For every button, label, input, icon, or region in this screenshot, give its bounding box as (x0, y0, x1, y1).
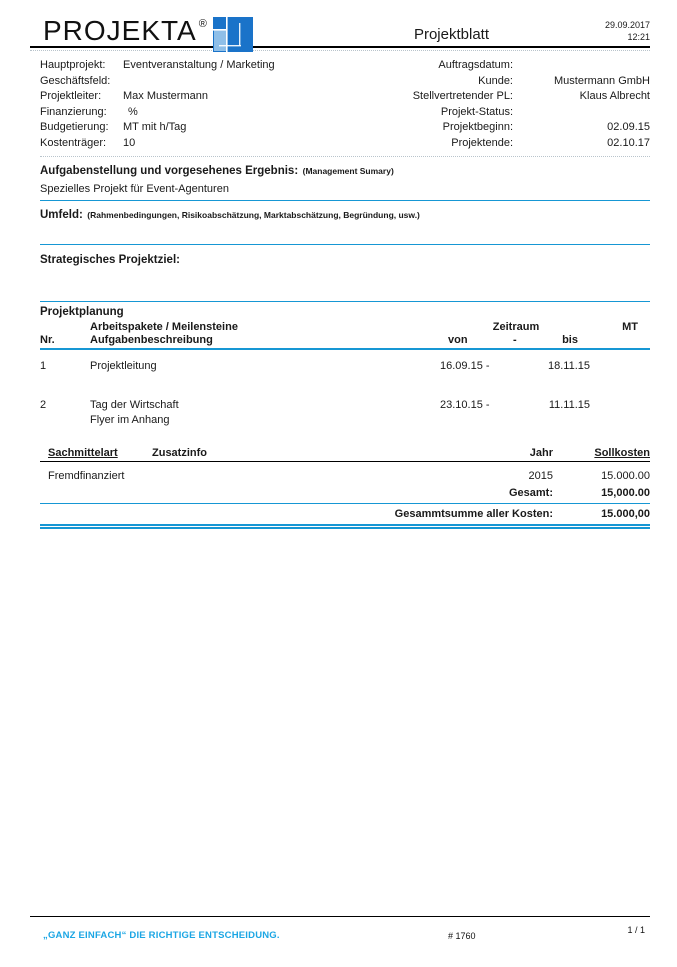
planung-header-row-2 (40, 334, 650, 346)
task-mt (592, 359, 650, 374)
field-value: 02.10.17 (607, 136, 650, 149)
task-nr: 2 (40, 399, 47, 412)
task-description (90, 359, 440, 374)
info-row-stellvertretender-pl (392, 89, 650, 105)
col-header-jahr: Jahr (529, 447, 553, 460)
spacer-cell (40, 321, 90, 333)
field-label: Geschäftsfeld: (40, 74, 111, 87)
field-value (123, 74, 392, 90)
field-value (513, 105, 650, 121)
project-info-right (392, 58, 650, 152)
info-row-projektende (392, 136, 650, 152)
section-title: Aufgabenstellung und vorgesehenes Ergebnis: (40, 164, 299, 177)
project-info-block (40, 58, 650, 152)
info-row-projektleiter (40, 89, 392, 105)
col-header-zeitraum: Zeitraum (492, 320, 540, 333)
field-label: Stellvertretender PL: (412, 90, 513, 103)
section-strategisches-projektziel (40, 250, 650, 268)
task-mt (592, 398, 650, 427)
section-divider (40, 244, 650, 245)
col-header-sachmittelart: Sachmittelart (48, 447, 118, 460)
field-value: Eventveranstaltung / Marketing (123, 59, 275, 71)
field-value: 02.09.15 (607, 121, 650, 134)
field-label: Projektleiter: (40, 90, 102, 103)
field-label: Projektende: (451, 136, 513, 149)
task-title: Projektleitung (90, 359, 157, 372)
sachmittel-total-row (40, 508, 650, 520)
von-label: von (448, 333, 468, 346)
planung-row-1 (40, 359, 650, 374)
section-divider (40, 156, 650, 157)
planung-row-2 (40, 398, 650, 427)
col-header-nr: Nr. (40, 333, 55, 346)
gesamt-label: Gesamt: (508, 487, 553, 500)
print-date: 29.09.2017 (604, 20, 650, 30)
info-row-budgetierung (40, 120, 392, 136)
field-label: Hauptprojekt: (40, 59, 106, 71)
brand-name: PROJEKTA (43, 15, 197, 46)
section-projektplanung (40, 306, 650, 428)
section-umfeld (40, 205, 650, 223)
field-value: MT mit h/Tag (123, 121, 187, 134)
info-row-projektbeginn (392, 120, 650, 136)
bis-label: bis (562, 333, 578, 346)
info-row-geschaeftsfeld (40, 74, 392, 90)
task-title: Tag der Wirtschaft (90, 399, 179, 412)
print-datetime (530, 16, 650, 43)
field-value: Max Mustermann (123, 90, 208, 103)
section-content: Spezielles Projekt für Event-Agenturen (40, 182, 229, 195)
section-sachmittel (40, 447, 650, 529)
sachmittel-sollkosten: 15.000.00 (601, 470, 650, 483)
task-nr: 1 (40, 359, 47, 372)
brand-squares-icon (213, 17, 253, 57)
project-info-left (40, 58, 392, 152)
field-label: Budgetierung: (40, 121, 109, 134)
total-label: Gesammtsumme aller Kosten: (394, 508, 553, 521)
col-header-sollkosten: Sollkosten (594, 447, 650, 460)
sachmittel-row-1 (40, 470, 650, 482)
info-row-hauptprojekt (40, 58, 392, 74)
task-description (90, 398, 440, 427)
task-date-bis: 18.11.15 (547, 359, 590, 372)
registered-trademark-icon: ® (198, 18, 207, 30)
total-rule-double (40, 524, 650, 529)
task-date-bis: 11.11.15 (548, 399, 590, 412)
task-dates (440, 359, 592, 374)
info-row-finanzierung (40, 105, 392, 121)
col-header-aufgabenbeschreibung: Aufgabenbeschreibung (90, 333, 213, 346)
sachmittel-header-row (40, 447, 650, 462)
sachmittel-gesamt-row (40, 487, 650, 499)
field-label: Projektbeginn: (442, 121, 513, 134)
task-dates (440, 398, 592, 427)
section-title: Umfeld: (40, 208, 83, 221)
footer-divider (30, 916, 650, 917)
task-note: Flyer im Anhang (90, 413, 170, 426)
task-date-von: 16.09.15 - (440, 359, 490, 372)
col-header-von-bis (440, 334, 592, 346)
dash-label: - (512, 333, 517, 346)
section-divider (40, 200, 650, 201)
info-row-kunde (392, 74, 650, 90)
document-title: Projektblatt (413, 26, 490, 43)
info-row-projekt-status (392, 105, 650, 121)
planung-header-row-1 (40, 321, 650, 333)
field-value: 10 (123, 136, 136, 149)
field-value: Mustermann GmbH (554, 74, 650, 87)
page-header (40, 0, 650, 46)
sachmittel-art: Fremdfinanziert (48, 470, 125, 483)
gesamt-value: 15,000.00 (601, 487, 650, 500)
section-title: Strategisches Projektziel: (40, 253, 180, 266)
field-label: Auftragsdatum: (438, 59, 513, 71)
footer-page-count: 1 / 1 (627, 925, 645, 935)
planung-title: Projektplanung (40, 305, 124, 318)
section-subtitle: (Management Sumary) (302, 165, 394, 176)
print-time: 12:21 (627, 31, 650, 42)
field-value (513, 58, 650, 74)
footer-document-number: # 1760 (448, 931, 476, 941)
total-value: 15.000,00 (601, 508, 650, 521)
col-header-arbeitspakete: Arbeitspakete / Meilensteine (90, 320, 238, 333)
planung-header-rule (40, 348, 650, 350)
spacer-cell (592, 334, 650, 346)
field-label: Kostenträger: (40, 136, 107, 149)
section-subtitle: (Rahmenbedingungen, Risikoabschätzung, Marktabschätzung, Begründung, usw.) (87, 209, 420, 220)
field-value: Klaus Albrecht (579, 90, 650, 103)
info-row-auftragsdatum (392, 58, 650, 74)
footer-slogan: „GANZ EINFACH“ DIE RICHTIGE ENTSCHEIDUNG. (43, 930, 280, 941)
section-aufgabenstellung (40, 161, 650, 195)
task-date-von: 23.10.15 - (440, 399, 490, 412)
info-row-kostentraeger (40, 136, 392, 152)
field-value: % (128, 105, 138, 118)
field-label: Kunde: (478, 74, 513, 87)
field-label: Finanzierung: (40, 105, 107, 118)
col-header-mt: MT (622, 320, 638, 333)
sachmittel-jahr: 2015 (528, 470, 553, 483)
field-label: Projekt-Status: (440, 105, 513, 118)
gesamt-rule (40, 503, 650, 504)
brand-logo (43, 16, 373, 57)
col-header-zusatzinfo: Zusatzinfo (152, 447, 207, 460)
section-divider (40, 301, 650, 302)
